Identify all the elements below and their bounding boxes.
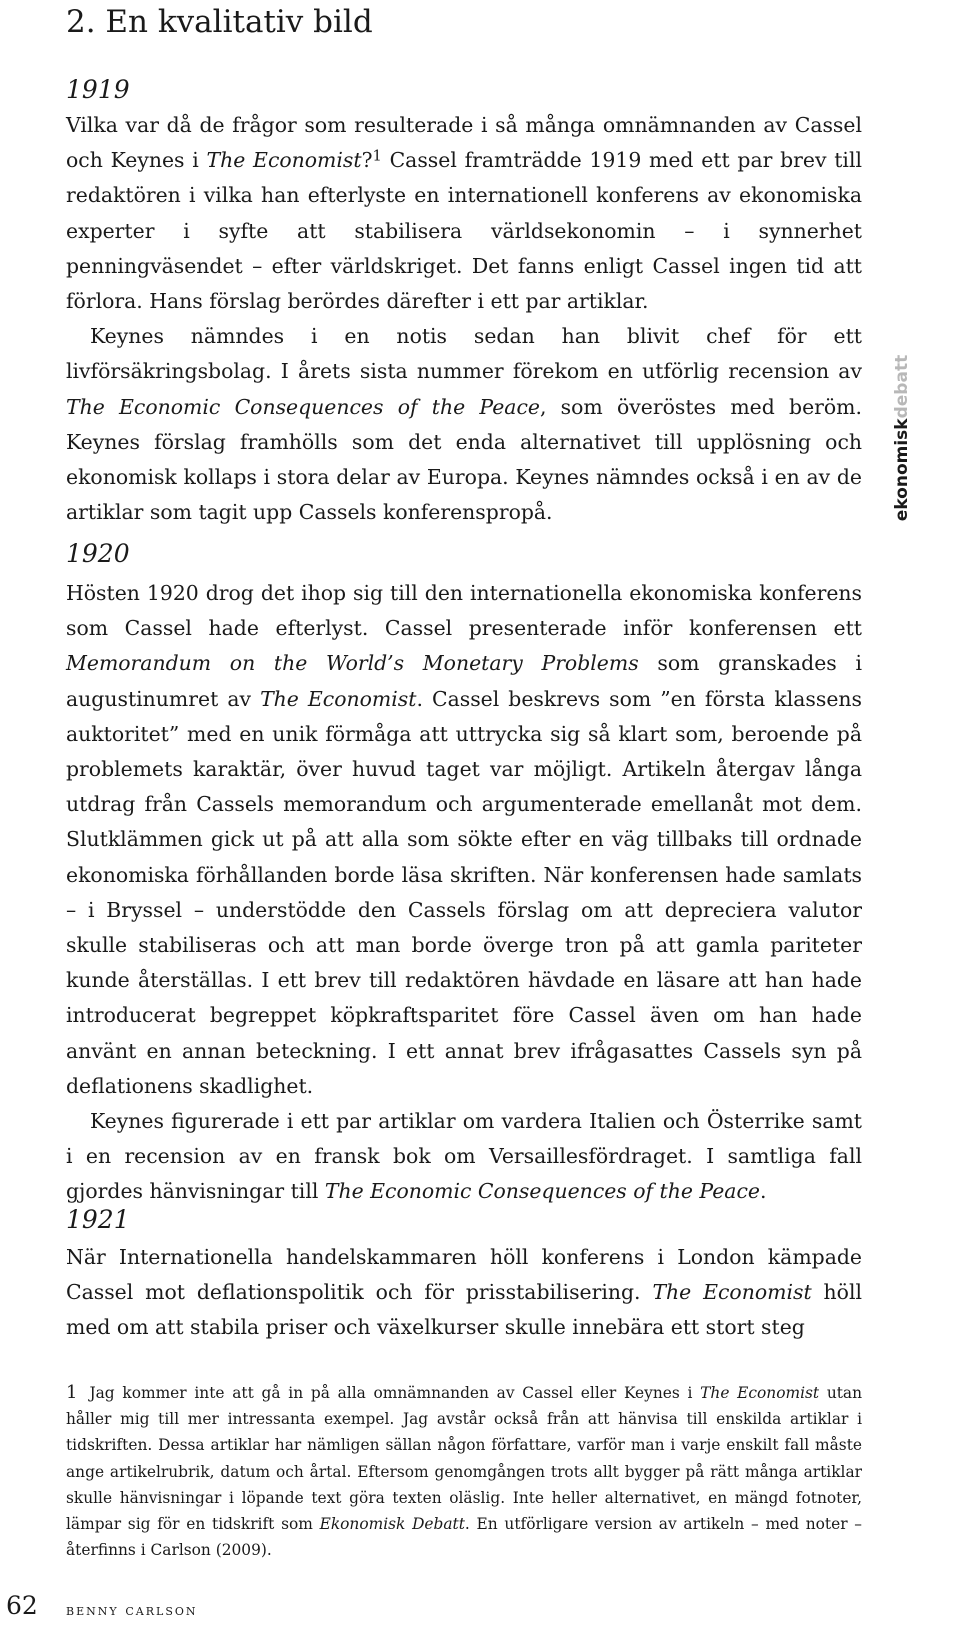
journal-title: The Economist (206, 148, 362, 173)
text-run: Keynes figurerade i ett par artiklar om vardera Italien och Österrike samt i en recension av en fransk bok om Versaillesfördraget. I samtliga fall gjordes hänvisningar till (66, 1109, 862, 1204)
journal-title: The Economist (700, 1384, 820, 1402)
footnote (66, 1380, 862, 1563)
paragraph (66, 1240, 862, 1346)
text-run: höll med om att stabila priser och växelkurser skulle innebära ett stort steg (66, 1280, 862, 1340)
text-run: Keynes nämndes i en notis sedan han blivit chef för ett livförsäkringsbolag. I årets sista nummer förekom en utförlig recension av (66, 324, 862, 384)
section-1919-body (66, 108, 862, 530)
journal-title: Ekonomisk Debatt (319, 1515, 465, 1534)
text-run: Hösten 1920 drog det ihop sig till den internationella ekonomiska konferens som Cassel hade efterlyst. Cassel presenterade inför konferensen ett (66, 581, 862, 641)
section-year-1920: 1920 (66, 539, 130, 568)
paragraph (66, 108, 862, 319)
running-footer-author (66, 1598, 198, 1622)
text-run: Cassel framträdde 1919 med ett par brev till redaktören i vilka han efterlyste en internationell konferens av ekonomiska experter i syfte att stabilisera världsekonomin – i synnerhet penningväsendet – efter världskriget. Det fanns enligt Cassel ingen tid att förlora. Hans förslag berördes därefter i ett par artiklar. (66, 148, 862, 314)
side-label-part-1: ekonomisk (892, 418, 913, 522)
author-name: benny carlson (66, 1601, 198, 1619)
paragraph (66, 319, 862, 530)
text-run: ? (361, 148, 373, 173)
journal-side-label (878, 354, 926, 522)
journal-title: The Economist (652, 1280, 812, 1305)
side-label-part-2: debatt (892, 354, 913, 419)
footnote-area (66, 1380, 862, 1563)
page-number: 62 (6, 1591, 38, 1620)
chapter-title: 2. En kvalitativ bild (66, 4, 373, 40)
section-year-1919: 1919 (66, 75, 130, 104)
text-run: utan håller mig till mer intressanta exempel. Jag avstår också från att hänvisa till enskilda artiklar i tidskriften. Dessa artiklar har nämligen sällan någon författare, varför man i varje enskilt fall måste ange artikelrubrik, datum och årtal. Eftersom genomgången trots allt bygger på rätt många artiklar skulle hänvisningar i löpande text göra texten oläslig. Inte heller alternativet, en mängd fotnoter, lämpar sig för en tidskrift som (66, 1384, 862, 1534)
text-run: som granskades i augustinumret av (66, 651, 862, 711)
footnote-number: 1 (66, 1382, 78, 1403)
paragraph (66, 576, 862, 1104)
text-run: När Internationella handelskammaren höll konferens i London kämpade Cassel mot deflationspolitik och för prisstabilisering. (66, 1245, 862, 1305)
section-1921-body (66, 1240, 862, 1346)
book-title: The Economic Consequences of the Peace (66, 394, 540, 419)
text-run: . (759, 1179, 767, 1204)
paragraph (66, 1104, 862, 1210)
book-title: The Economic Consequences of the Peace (324, 1179, 760, 1204)
text-run: . Cassel beskrevs som ”en första klassens auktoritet” med en unik förmåga att uttrycka sig så klart som, beroende på problemets karaktär, över huvud taget var möjligt. Artikeln återgav långa utdrag från Cassels memorandum och argumenterade emellanåt mot dem. Slutklämmen gick ut på att alla som sökte efter en väg tillbaks till ordnade ekonomiska förhållanden borde läsa skriften. När konferensen hade samlats – i Bryssel – understödde den Cassels förslag om att depreciera valutor skulle stabiliseras och att man borde överge tron på att gamla pariteter kunde återställas. I ett brev till redaktören hävdade en läsare att han hade introducerat begreppet köpkraftsparitet före Cassel även om han hade använt en annan beteckning. I ett annat brev ifrågasattes Cassels syn på deflationens skadlighet. (66, 686, 862, 1098)
text-run: , som överöstes med beröm. Keynes förslag framhölls som det enda alternativet till upplösning och ekonomisk kollaps i stora delar av Europa. Keynes nämndes också i en av de artiklar som tagit upp Cassels konferenspropå. (66, 394, 862, 525)
journal-title: The Economist (260, 686, 417, 711)
footnote-reference[interactable]: 1 (372, 147, 382, 165)
journal-side-label-text (892, 355, 912, 521)
section-1920-body (66, 576, 862, 1210)
section-year-1921: 1921 (66, 1205, 130, 1234)
memorandum-title: Memorandum on the World’s Monetary Problems (66, 651, 639, 676)
text-run: . En utförligare version av artikeln – med noter – återfinns i Carlson (2009). (66, 1515, 863, 1560)
text-run: Jag kommer inte att gå in på alla omnämnanden av Cassel eller Keynes i (89, 1384, 701, 1402)
text-run: Vilka var då de frågor som resulterade i så många omnämnanden av Cassel och Keynes i (66, 113, 862, 173)
